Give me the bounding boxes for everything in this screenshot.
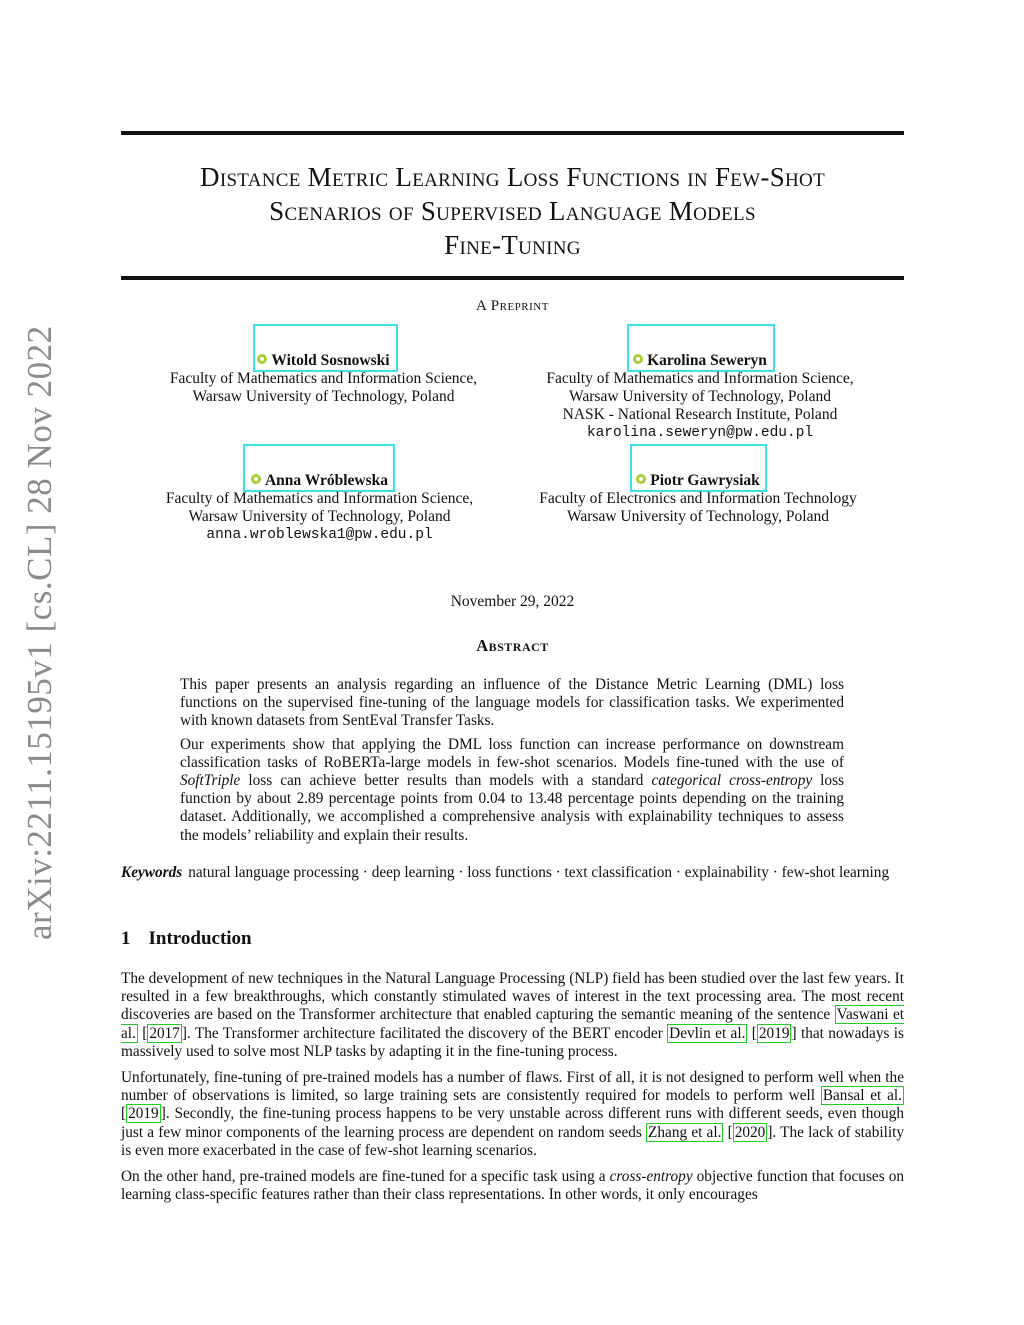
citation-link[interactable]: Devlin et al. bbox=[669, 1024, 746, 1042]
citation-year-link[interactable]: 2019 bbox=[758, 1024, 790, 1042]
author-affiliation: Faculty of Mathematics and Information Science, bbox=[546, 370, 854, 387]
body-paragraph: The development of new techniques in the Natural Language Processing (NLP) field has been studied over the last few years. It resulted in a few breakthroughs, which constantly stimulated waves of interest in the text processing area. The most recent discoveries are based on the Transformer architecture that enabled capturing the semantic meaning of the sentence Vaswani et al. [ 2017 ]. The Transformer architecture facilitated the discovery of the BERT encoder Devlin et al. [ 2019 ] that nowadays is massively used to solve most NLP tasks by adapting it in the fine-tuning process. bbox=[121, 970, 904, 1060]
title-line-2: Scenarios of Supervised Language Models bbox=[269, 196, 756, 226]
author-affiliation: Faculty of Mathematics and Information Science, bbox=[165, 490, 474, 507]
orcid-icon[interactable] bbox=[636, 474, 646, 484]
section-heading: 1 Introduction bbox=[121, 928, 252, 949]
abstract-paragraph: This paper presents an analysis regarding an influence of the Distance Metric Learning (DML) loss functions on the supervised fine-tuning of the language models for classification tasks. We experimented with known datasets from SentEval Transfer Tasks. bbox=[180, 676, 844, 730]
author-affiliation: NASK - National Research Institute, Poland bbox=[562, 406, 838, 423]
author-affiliation: Warsaw University of Technology, Poland bbox=[569, 388, 831, 405]
citation-link[interactable]: Zhang et al. bbox=[648, 1123, 722, 1141]
arxiv-identifier: arXiv:2211.15195v1 [cs.CL] 28 Nov 2022 bbox=[20, 325, 59, 940]
author-affiliation: Warsaw University of Technology, Poland bbox=[188, 508, 451, 525]
author-name[interactable]: Anna Wróblewska bbox=[264, 472, 389, 489]
orcid-icon[interactable] bbox=[251, 474, 261, 484]
author-block-1 bbox=[121, 352, 526, 406]
body-paragraph: On the other hand, pre-trained models are fine-tuned for a specific task using a cross-entropy objective function that focuses on learning class-specific features rather than their class representations. In other words, it only encourages bbox=[121, 1168, 904, 1204]
keywords-label: Keywords bbox=[121, 864, 183, 881]
author-block-3 bbox=[117, 472, 522, 544]
abstract-body bbox=[180, 676, 844, 850]
title-bottom-rule bbox=[121, 276, 904, 280]
abstract-paragraph: Our experiments show that applying the DML loss function can increase performance on downstream classification tasks of RoBERTa-large models in few-shot scenarios. Models fine-tuned with the use of SoftTriple loss can achieve better results than models with a standard categorical cross-entropy loss function by about 2.89 percentage points from 0.04 to 13.48 percentage points depending on the training dataset. Additionally, we accomplished a comprehensive analysis with explainability techniques to assess the models’ reliability and explain their results. bbox=[180, 735, 844, 844]
citation-link[interactable]: Vaswani et al. bbox=[121, 1006, 904, 1042]
citation-year-link[interactable]: 2017 bbox=[149, 1024, 180, 1042]
citation-year-link[interactable]: 2020 bbox=[734, 1123, 766, 1141]
author-name[interactable]: Karolina Seweryn bbox=[647, 352, 767, 369]
title-line-1: Distance Metric Learning Loss Functions in Few-Shot bbox=[200, 162, 825, 192]
author-name[interactable]: Piotr Gawrysiak bbox=[650, 472, 760, 489]
author-affiliation: Faculty of Mathematics and Information Science, bbox=[169, 370, 478, 387]
title-top-rule bbox=[121, 131, 904, 135]
introduction-body bbox=[121, 970, 904, 1212]
abstract-heading: Abstract bbox=[476, 636, 549, 655]
author-email[interactable]: karolina.seweryn@pw.edu.pl bbox=[586, 425, 814, 441]
author-block-4 bbox=[498, 472, 898, 526]
keywords-text: natural language processing · deep learning · loss functions · text classification · explainability · few-shot learning bbox=[188, 864, 890, 881]
citation-link[interactable]: Bansal et al. bbox=[822, 1087, 902, 1105]
orcid-icon[interactable] bbox=[257, 354, 267, 364]
publication-date: November 29, 2022 bbox=[450, 593, 575, 610]
orcid-icon[interactable] bbox=[633, 354, 643, 364]
body-paragraph: Unfortunately, fine-tuning of pre-trained models has a number of flaws. First of all, it is not designed to perform well when the number of observations is limited, so large training sets are consistently required for models to perform well Bansal et al. [ 2019 ]. Secondly, the fine-tuning process happens to be very unstable across different runs with different seeds, even though just a few minor components of the learning process are dependent on random seeds Zhang et al. [ 2020 ]. The lack of stability is even more exacerbated in the case of few-shot learning scenarios. bbox=[121, 1069, 905, 1159]
keywords bbox=[121, 864, 904, 882]
author-name[interactable]: Witold Sosnowski bbox=[271, 352, 390, 369]
title-line-3: Fine-Tuning bbox=[444, 230, 581, 260]
author-affiliation: Warsaw University of Technology, Poland bbox=[192, 388, 455, 405]
citation-year-link[interactable]: 2019 bbox=[128, 1105, 159, 1123]
author-block-2 bbox=[500, 352, 900, 442]
author-email[interactable]: anna.wroblewska1@pw.edu.pl bbox=[206, 527, 433, 543]
author-affiliation: Faculty of Electronics and Information Technology bbox=[539, 490, 857, 507]
preprint-label: A Preprint bbox=[476, 298, 549, 314]
paper-title bbox=[121, 160, 904, 262]
author-affiliation: Warsaw University of Technology, Poland bbox=[567, 508, 829, 525]
